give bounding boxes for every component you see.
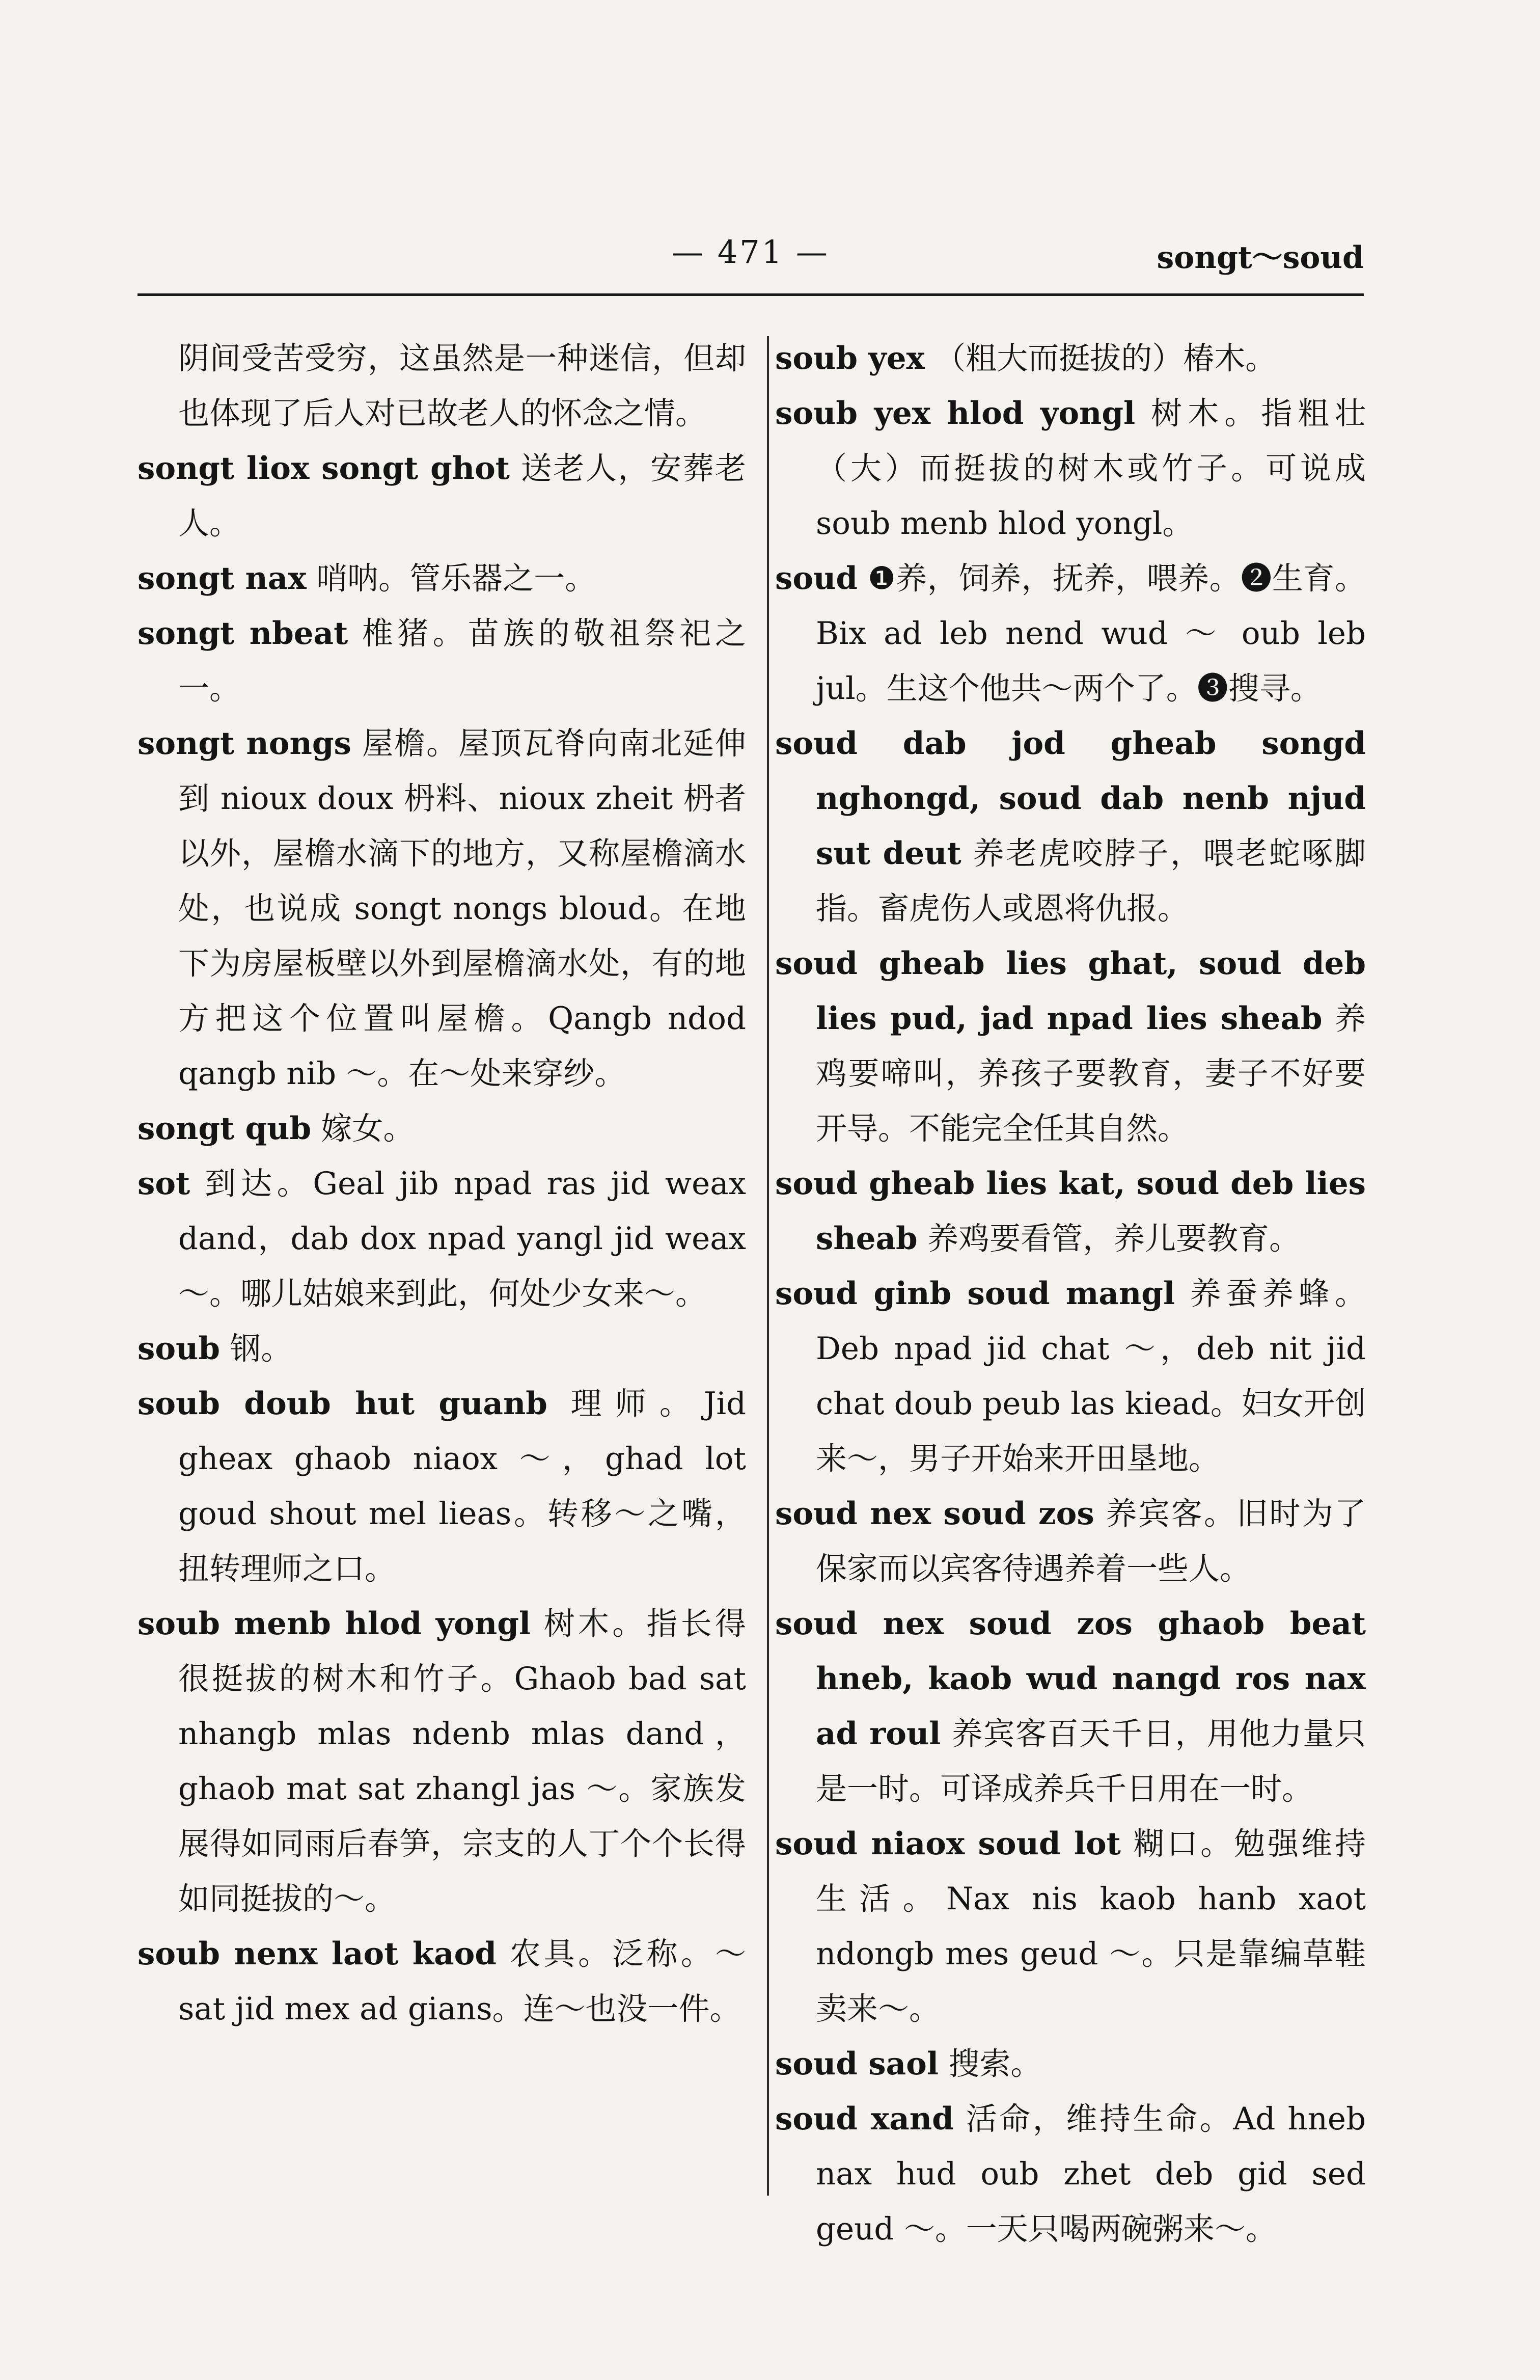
entry-headword: soud dab jod gheab songd nghongd, soud dab nenb njud sut deut: [775, 725, 1366, 872]
page-number: — 471 —: [672, 233, 830, 271]
entry-definition: （粗大而挺拔的）椿木。: [934, 340, 1277, 376]
dictionary-entry: [138, 606, 746, 716]
entry-definition: 理师。Jid gheax ghaob niaox ～，ghad lot goud shout mel lieas。转移～之嘴，扭转理师之口。: [178, 1386, 746, 1587]
dictionary-entry: [138, 551, 746, 606]
dictionary-entry: [138, 1101, 746, 1156]
entry-definition: 养老虎咬脖子，喂老蛇啄脚指。畜虎伤人或恩将仇报。: [816, 835, 1366, 927]
dictionary-entry: [138, 441, 746, 551]
dictionary-entry: [138, 331, 746, 441]
dictionary-entry: [775, 551, 1366, 716]
page-header: [138, 229, 1364, 280]
entry-headword: soud saol: [775, 2046, 939, 2082]
right-column: [775, 331, 1366, 2257]
dictionary-entry: [775, 2092, 1366, 2257]
entry-definition: 钢。: [230, 1331, 292, 1367]
column-divider: [767, 336, 769, 2196]
entry-definition: ❶养，饲养，抚养，喂养。❷生育。Bix ad leb nend wud ～ oub leb jul。生这个他共～两个了。❸搜寻。: [816, 560, 1366, 707]
dictionary-entry: [775, 1156, 1366, 1266]
entry-headword: sot: [138, 1166, 190, 1202]
entry-definition: 养鸡要啼叫，养孩子要教育，妻子不好要开导。不能完全任其自然。: [816, 1000, 1366, 1147]
dictionary-entry: [775, 1486, 1366, 1597]
entry-headword: songt nongs: [138, 725, 351, 762]
entry-definition: 树木。指长得很挺拔的树木和竹子。Ghaob bad sat nhangb mlas ndenb mlas dand，ghaob mat sat zhangl jas ～。家族发展得如同雨后春笋，宗支的人丁个个长得如同挺拔的～。: [178, 1606, 746, 1917]
dictionary-entry: [775, 331, 1366, 386]
entry-headword: soud xand: [775, 2101, 954, 2137]
entry-definition: 养鸡要看管，养儿要教育。: [927, 1221, 1301, 1257]
entry-headword: soud ginb soud mangl: [775, 1276, 1175, 1312]
entry-headword: soub yex: [775, 340, 925, 376]
entry-headword: soud nex soud zos ghaob beat hneb, kaob wud nangd ros nax ad roul: [775, 1606, 1366, 1752]
entry-definition: 哨呐。管乐器之一。: [316, 560, 596, 597]
entry-definition: 到达。Geal jib npad ras jid weax dand，dab dox npad yangl jid weax ～。哪儿姑娘来到此，何处少女来～。: [178, 1166, 747, 1312]
entry-definition: 糊口。勉强维持生活。Nax nis kaob hanb xaot ndongb mes geud ～。只是靠编草鞋卖来～。: [816, 1826, 1366, 2027]
dictionary-entry: [138, 1597, 746, 1927]
header-rule: [138, 293, 1364, 296]
entry-definition: 养宾客。旧时为了保家而以宾客待遇养着一些人。: [816, 1496, 1366, 1587]
dictionary-entry: [775, 936, 1366, 1156]
dictionary-entry: [138, 1321, 746, 1376]
entry-headword: soud niaox soud lot: [775, 1826, 1121, 1862]
entry-headword: soub yex hlod yongl: [775, 395, 1136, 431]
dictionary-entry: [138, 716, 746, 1101]
entry-headword: songt qub: [138, 1111, 312, 1147]
running-head: songt～soud: [1157, 240, 1364, 276]
entry-headword: songt liox songt ghot: [138, 450, 510, 486]
dictionary-entry: [138, 1156, 746, 1321]
entry-headword: soud gheab lies kat, soud deb lies sheab: [775, 1166, 1366, 1257]
dictionary-entry: [775, 2037, 1366, 2092]
entry-definition: 屋檐。屋顶瓦脊向南北延伸到 nioux doux 枬料、nioux zheit 枬者以外，屋檐水滴下的地方，又称屋檐滴水处，也说成 songt nongs bloud。在地下为房屋板壁以外到屋檐滴水处，有的地方把这个位置叫屋檐。Qangb ndod qangb nib ～。在～处来穿纱。: [178, 725, 746, 1092]
entry-headword: soud: [775, 560, 858, 597]
entry-definition: 送老人，安葬老人。: [178, 450, 746, 542]
entry-headword: soub: [138, 1331, 221, 1367]
dictionary-entry: [775, 1597, 1366, 1817]
entry-definition: 树木。指粗壮（大）而挺拔的树木或竹子。可说成 soub menb hlod yongl。: [816, 395, 1366, 542]
entry-definition: 活命，维持生命。Ad hneb nax hud oub zhet deb gid sed geud ～。一天只喝两碗粥来～。: [816, 2101, 1366, 2247]
entry-definition: 农具。泛称。～ sat jid mex ad gians。连～也没一件。: [178, 1936, 746, 2027]
entry-headword: soub menb hlod yongl: [138, 1606, 531, 1642]
entry-headword: songt nbeat: [138, 615, 348, 652]
dictionary-entry: [138, 1376, 746, 1597]
entry-definition: 养宾客百天千日，用他力量只是一时。可译成养兵千日用在一时。: [816, 1716, 1366, 1807]
dictionary-entry: [775, 1266, 1366, 1486]
entry-headword: soud gheab lies ghat, soud deb lies pud, jad npad lies sheab: [775, 945, 1366, 1037]
entry-definition: 椎猪。苗族的敬祖祭祀之一。: [178, 615, 746, 707]
dictionary-entry: [775, 386, 1366, 551]
entry-definition: 搜索。: [948, 2046, 1042, 2082]
entry-headword: soub doub hut guanb: [138, 1386, 547, 1422]
entry-definition: 阴间受苦受穷，这虽然是一种迷信，但却也体现了后人对已故老人的怀念之情。: [178, 340, 746, 431]
entry-headword: songt nax: [138, 560, 307, 597]
entry-definition: 养蚕养蜂。Deb npad jid chat ～，deb nit jid chat doub peub las kiead。妇女开创来～，男子开始来开田垦地。: [816, 1276, 1366, 1477]
left-column: [138, 331, 746, 2037]
entry-definition: 嫁女。: [321, 1111, 415, 1147]
dictionary-entry: [775, 1817, 1366, 2037]
dictionary-entry: [775, 716, 1366, 936]
dictionary-entry: [138, 1927, 746, 2037]
entry-headword: soub nenx laot kaod: [138, 1936, 497, 1972]
entry-headword: soud nex soud zos: [775, 1496, 1094, 1532]
